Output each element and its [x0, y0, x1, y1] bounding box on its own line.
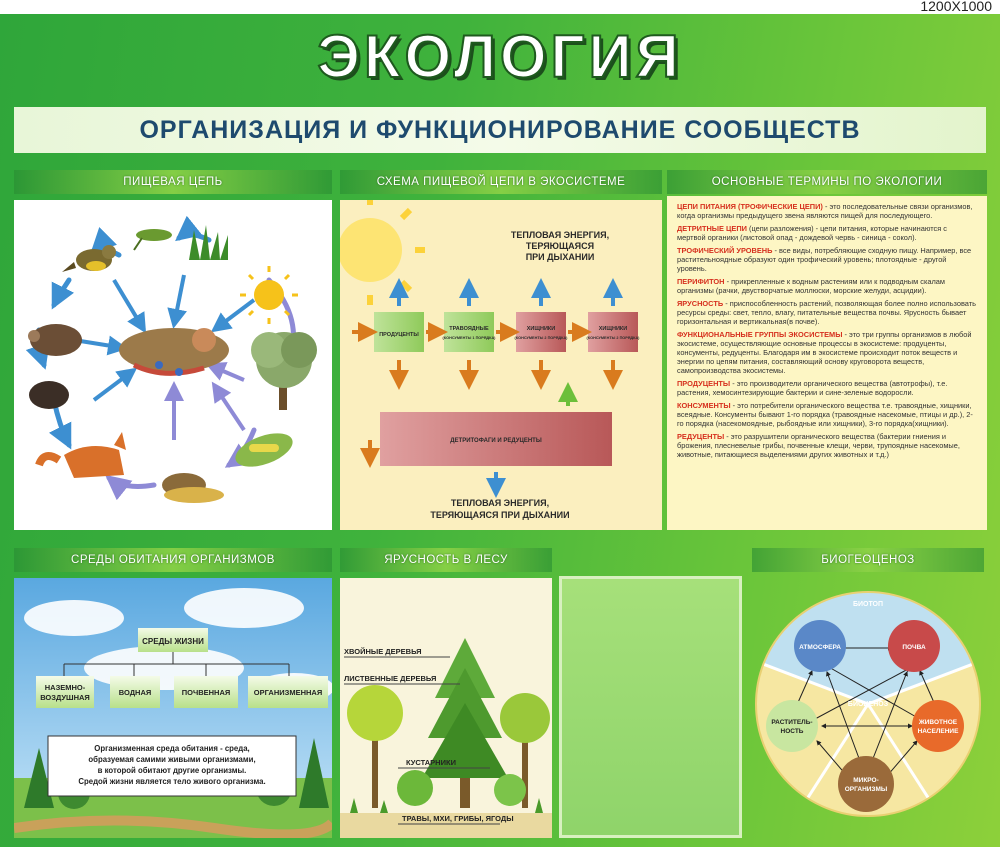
tree-icon: [251, 332, 317, 410]
term-item: ПЕРИФИТОН - прикрепленные к водным растениям или к подводным скалам организмы (рачки, двустворчатые моллюски, морские желуди, асцидии).: [677, 277, 945, 295]
habitat-box-air: [36, 676, 94, 708]
terms-panel: [667, 196, 987, 530]
layer-deciduous-label: ЛИСТВЕННЫЕ ДЕРЕВЬЯ: [344, 674, 437, 683]
term-item: ТРОФИЧЕСКИЙ УРОВЕНЬ - все виды, потребляющие сходную пищу. Например, все растительноядные образуют один трофический уровень; плотоядные - другой уровень.: [677, 246, 972, 273]
producers-label: ПРОДУЦЕНТЫ: [379, 332, 419, 338]
habitat-note-line3: в которой обитают другие организмы.: [97, 766, 247, 775]
plants-node: [766, 700, 818, 752]
biocenosis-label: БИОЦЕНОЗ: [847, 701, 889, 708]
heat-bottom-line1: ТЕПЛОВАЯ ЭНЕРГИЯ,: [450, 498, 550, 508]
atmosphere-label: АТМОСФЕРА: [799, 644, 841, 651]
heat-top-line2: ТЕРЯЮЩАЯСЯ: [525, 241, 595, 251]
animals-node: [912, 700, 964, 752]
poster-subtitle: ОРГАНИЗАЦИЯ И ФУНКЦИОНИРОВАНИЕ СООБЩЕСТВ: [14, 107, 986, 153]
habitat-air-label-2: ВОЗДУШНАЯ: [40, 693, 90, 702]
habitat-note-line4: Средой жизни является тело живого организма.: [78, 777, 266, 786]
predators2-label: ХИЩНИКИ: [598, 326, 628, 332]
mouse-icon: [162, 473, 224, 503]
animals-label-1: ЖИВОТНОЕ: [918, 719, 958, 726]
section-header-terms: ОСНОВНЫЕ ТЕРМИНЫ ПО ЭКОЛОГИИ: [667, 170, 987, 194]
scheme-panel: [340, 200, 662, 530]
food-chain-panel: [14, 200, 332, 530]
herbivores-label: ТРАВОЯДНЫЕ: [449, 326, 489, 332]
detritus-label: ДЕТРИТОФАГИ И РЕДУЦЕНТЫ: [450, 438, 542, 444]
hedgehog-icon: [28, 324, 82, 356]
heat-top-line3: ПРИ ДЫХАНИИ: [525, 252, 595, 262]
grasshopper-icon: [134, 229, 172, 250]
herbivores-box: [444, 312, 494, 352]
term-item: ДЕТРИТНЫЕ ЦЕПИ (цепи разложения) - цепи питания, которые начинаются с мертвой органики (листовой опад - дождевой червь - синица - сокол).: [677, 224, 947, 242]
micro-label-2: ОРГАНИЗМЫ: [844, 786, 888, 793]
section-header-habitats: СРЕДЫ ОБИТАНИЯ ОРГАНИЗМОВ: [14, 548, 332, 572]
predators1-sublabel: (КОНСУМЕНТЫ 2 ПОРЯДКА): [514, 336, 568, 340]
soil-label: ПОЧВА: [902, 644, 926, 651]
section-header-food-chain: ПИЩЕВАЯ ЦЕПЬ: [14, 170, 332, 194]
decomposers-icon: [119, 328, 229, 376]
predators1-label: ХИЩНИКИ: [526, 326, 556, 332]
sun-icon: [340, 200, 425, 305]
term-item: ФУНКЦИОНАЛЬНЫЕ ГРУППЫ ЭКОСИСТЕМЫ - это три группы организмов в любой экосистеме, осуществляющие основные процессы в экосистеме: продуценты, консументы, редуценты. Благодаря им в экосистеме происходит поток веществ и энергии по цепям питания, составляющий основу круговорота веществ, самопроизводства экосистемы.: [677, 330, 972, 375]
predators2-box: [588, 312, 638, 352]
poster-title: ЭКОЛОГИЯ: [317, 23, 683, 90]
plants-label-2: НОСТЬ: [780, 728, 804, 735]
habitat-root-label: СРЕДЫ ЖИЗНИ: [142, 637, 204, 646]
micro-label-1: МИКРО-: [853, 777, 879, 784]
bird-icon: [62, 245, 116, 272]
predators1-box: [516, 312, 566, 352]
heat-top-line1: ТЕПЛОВАЯ ЭНЕРГИЯ,: [510, 230, 610, 240]
heat-bottom-line2: ТЕРЯЮЩАЯСЯ ПРИ ДЫХАНИИ: [430, 510, 570, 520]
habitat-note-line1: Организменная среда обитания - среда,: [94, 744, 250, 753]
caterpillar-icon: [231, 427, 297, 474]
fox-icon: [39, 432, 126, 478]
term-item: ПРОДУЦЕНТЫ - это производители органического вещества (автотрофы), т.е. растения, хемосинтезирующие бактерии и сине-зеленые водоросли.: [677, 379, 948, 397]
layer-grass-label: ТРАВЫ, МХИ, ГРИБЫ, ЯГОДЫ: [402, 814, 514, 823]
term-item: РЕДУЦЕНТЫ - это разрушители органического вещества (бактерии гниения и брожения, плесневелые грибы, почвенные клещи, черви, трупоядные насекомые, животные, питающиеся выделениями других животных и т.д.): [677, 432, 960, 459]
mole-icon: [29, 381, 69, 409]
habitat-organism-label: ОРГАНИЗМЕННАЯ: [253, 688, 323, 697]
habitat-note-line2: образуемая самими живыми организмами,: [88, 755, 256, 764]
biotope-label: БИОТОП: [852, 601, 884, 608]
habitat-water-label: ВОДНАЯ: [118, 688, 152, 697]
layers-panel: [340, 578, 552, 838]
herbivores-sublabel: (КОНСУМЕНТЫ 1 ПОРЯДКА): [442, 336, 496, 340]
grass-icon: [189, 225, 228, 260]
habitat-air-label-1: НАЗЕМНО-: [44, 683, 86, 692]
biogeo-panel: [752, 576, 984, 838]
term-item: ЦЕПИ ПИТАНИЯ (ТРОФИЧЕСКИЕ ЦЕПИ) - это последовательные связи организмов, когда организмы предыдущего звена являются пищей для последующего.: [677, 202, 973, 220]
term-item: ЯРУСНОСТЬ - приспособленность растений, позволяющая более полно использовать ресурсы среды: свет, тепло, влагу, питательные вещества почвы. Ярусность бывает горизонтальная и вертикальная(в почве).: [677, 299, 976, 326]
habitat-soil-label: ПОЧВЕННАЯ: [181, 688, 231, 697]
section-header-layers: ЯРУСНОСТЬ В ЛЕСУ: [340, 548, 552, 572]
empty-pocket-panel: [559, 576, 742, 838]
layer-conifers-label: ХВОЙНЫЕ ДЕРЕВЬЯ: [344, 647, 422, 656]
section-header-biogeo: БИОГЕОЦЕНОЗ: [752, 548, 984, 572]
term-item: КОНСУМЕНТЫ - это потребители органического вещества т.е. травоядные, хищники, всеядные. Консументы бывают 1-го порядка (травоядные насекомые, птицы и др.), 2-го порядка (насекомоядные, рыбоядные или хищники), 3-го порядка(хищники).: [677, 401, 973, 428]
predators2-sublabel: (КОНСУМЕНТЫ 2 ПОРЯДКА): [586, 336, 640, 340]
section-header-scheme: СХЕМА ПИЩЕВОЙ ЦЕПИ В ЭКОСИСТЕМЕ: [340, 170, 662, 194]
dimensions-label: 1200X1000: [920, 0, 992, 14]
animals-label-2: НАСЕЛЕНИЕ: [917, 728, 959, 735]
layer-shrubs-label: КУСТАРНИКИ: [406, 758, 456, 767]
food-chain-illustration: [14, 200, 332, 530]
habitats-panel: [14, 578, 332, 838]
micro-node: [838, 756, 894, 812]
plants-label-1: РАСТИТЕЛЬ-: [771, 719, 813, 726]
